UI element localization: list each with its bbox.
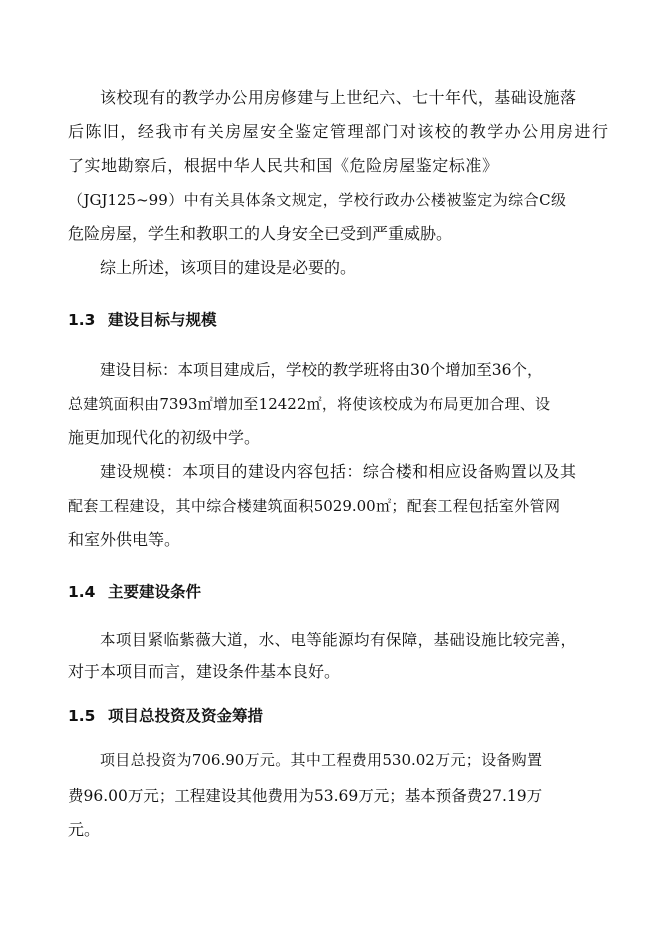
- paragraph-line: 对于本项目而言，建设条件基本良好。: [68, 662, 341, 681]
- paragraph-line: 项目总投资为706.90万元。其中工程费用530.02万元；设备购置: [100, 751, 542, 769]
- paragraph-line: 总建筑面积由7393㎡增加至12422㎡，将使该校成为布局更加合理、设: [68, 395, 550, 413]
- paragraph-line: 施更加现代化的初级中学。: [68, 428, 261, 447]
- paragraph-line: 建设目标：本项目建成后，学校的教学班将由30个增加至36个，: [100, 361, 543, 379]
- paragraph-line: （JGJ125~99）中有关具体条文规定，学校行政办公楼被鉴定为综合C级: [68, 191, 566, 209]
- paragraph-line: 费96.00万元；工程建设其他费用为53.69万元；基本预备费27.19万: [68, 787, 543, 805]
- paragraph-line: 综上所述，该项目的建设是必要的。: [100, 258, 357, 277]
- paragraph-line: 和室外供电等。: [68, 530, 181, 549]
- section-number: 1.3: [68, 311, 96, 329]
- paragraph-line: 危险房屋，学生和教职工的人身安全已受到严重威胁。: [68, 224, 453, 243]
- section-number: 1.5: [68, 707, 96, 725]
- section-title: 建设目标与规模: [108, 311, 217, 329]
- section-heading-1-5: [68, 706, 608, 726]
- section-title: 项目总投资及资金筹措: [108, 707, 264, 725]
- paragraph-line: 了实地勘察后，根据中华人民共和国《危险房屋鉴定标准》: [68, 156, 498, 175]
- section-number: 1.4: [68, 583, 96, 601]
- section-heading-1-4: [68, 582, 608, 602]
- paragraph-line: 配套工程建设，其中综合楼建筑面积5029.00㎡；配套工程包括室外管网: [68, 497, 560, 515]
- paragraph-line: 建设规模：本项目的建设内容包括：综合楼和相应设备购置以及其: [100, 462, 576, 481]
- section-title: 主要建设条件: [108, 583, 202, 601]
- paragraph-line: 该校现有的教学办公用房修建与上世纪六、七十年代，基础设施落: [100, 88, 576, 107]
- paragraph-line: 后陈旧，经我市有关房屋安全鉴定管理部门对该校的教学办公用房进行: [68, 122, 608, 141]
- paragraph-line: 元。: [68, 820, 101, 839]
- section-heading-1-3: [68, 310, 608, 330]
- paragraph-line: 本项目紧临紫薇大道，水、电等能源均有保障，基础设施比较完善，: [100, 631, 576, 649]
